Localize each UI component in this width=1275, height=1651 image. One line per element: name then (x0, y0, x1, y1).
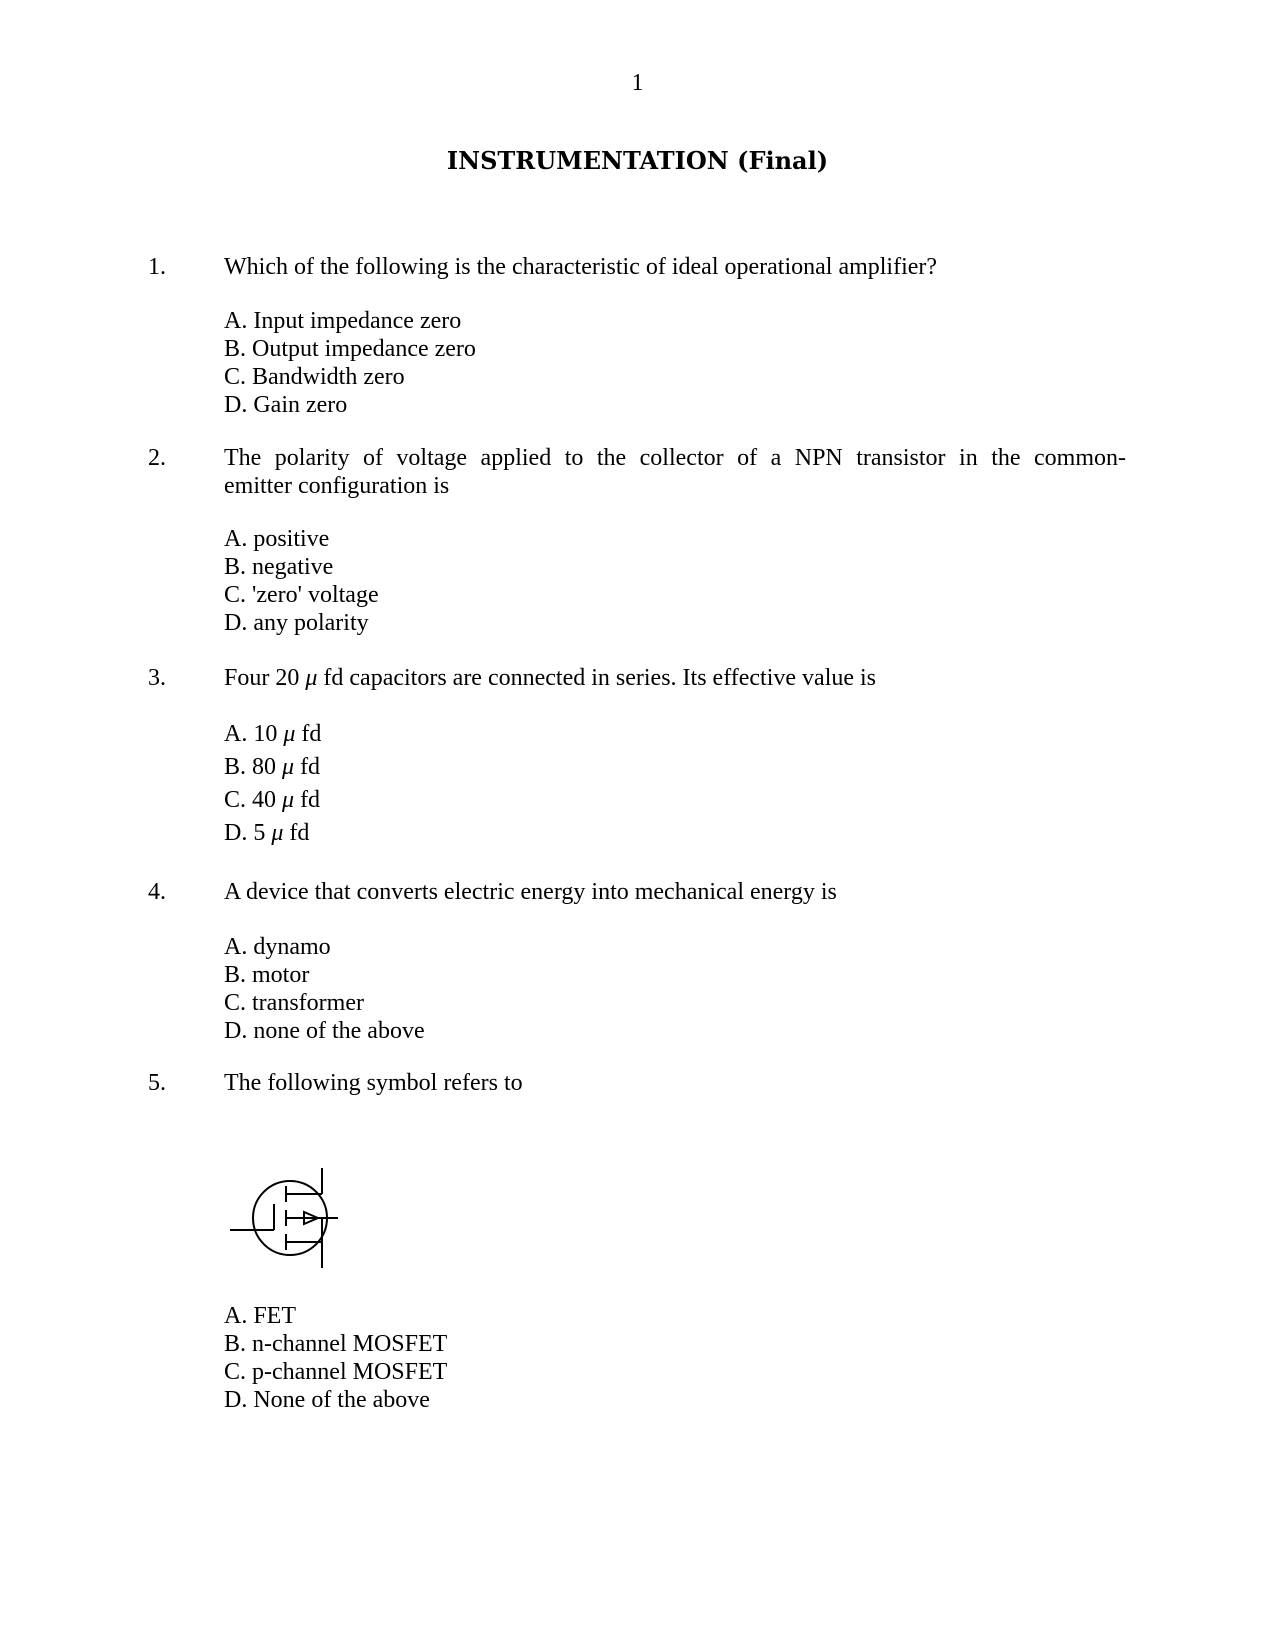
option-d: D. none of the above (224, 1018, 425, 1044)
mu-symbol: μ (305, 665, 318, 691)
question-text: The following symbol refers to (224, 1070, 523, 1096)
option-unit: fd (300, 754, 321, 780)
option-c: C. p-channel MOSFET (224, 1359, 448, 1385)
question-text-after: fd capacitors are connected in series. Its effective value is (323, 665, 877, 691)
option-list (224, 1302, 447, 1414)
question-text-line-2: emitter configuration is (224, 473, 450, 499)
option-list (224, 525, 379, 637)
option-unit: fd (300, 787, 321, 813)
mu-symbol: μ (271, 820, 284, 846)
option-c: C. Bandwidth zero (224, 364, 405, 390)
page-number: 1 (631, 70, 644, 96)
question-text-line-1: The polarity of voltage applied to the collector of a NPN transistor in the common- (224, 445, 1126, 471)
option-a: A. FET (224, 1303, 296, 1329)
question-text (224, 444, 1126, 500)
option-value: A. 10 (224, 721, 278, 747)
option-unit: fd (301, 721, 322, 747)
option-d (224, 817, 321, 850)
question-text: Which of the following is the characteristic of ideal operational amplifier? (224, 254, 938, 280)
option-value: C. 40 (224, 787, 277, 813)
option-value: D. 5 (224, 820, 266, 846)
mu-symbol: μ (282, 787, 295, 813)
question-number: 2. (148, 445, 166, 471)
mosfet-symbol-icon (226, 1168, 346, 1268)
option-a: A. Input impedance zero (224, 308, 462, 334)
option-d: D. Gain zero (224, 392, 348, 418)
option-c (224, 784, 321, 817)
question-number: 4. (148, 879, 166, 905)
question-text: A device that converts electric energy into mechanical energy is (224, 879, 837, 905)
option-unit: fd (289, 820, 310, 846)
question-number: 3. (148, 665, 166, 691)
option-b: B. motor (224, 962, 310, 988)
option-a (224, 718, 321, 751)
option-list (224, 718, 321, 850)
question-number: 1. (148, 254, 166, 280)
option-b: B. Output impedance zero (224, 336, 476, 362)
option-c: C. transformer (224, 990, 364, 1016)
option-d: D. any polarity (224, 610, 369, 636)
page-title: INSTRUMENTATION (Final) (446, 146, 829, 175)
option-d: D. None of the above (224, 1387, 430, 1413)
option-list (224, 307, 476, 419)
option-c: C. 'zero' voltage (224, 582, 379, 608)
question-text (224, 664, 1126, 692)
option-b (224, 751, 321, 784)
option-list (224, 933, 425, 1045)
mu-symbol: μ (283, 721, 296, 747)
option-a: A. positive (224, 526, 330, 552)
option-a: A. dynamo (224, 934, 331, 960)
option-b: B. negative (224, 554, 334, 580)
mu-symbol: μ (282, 754, 295, 780)
option-value: B. 80 (224, 754, 277, 780)
question-number: 5. (148, 1070, 166, 1096)
question-text-before: Four 20 (224, 665, 300, 691)
option-b: B. n-channel MOSFET (224, 1331, 448, 1357)
